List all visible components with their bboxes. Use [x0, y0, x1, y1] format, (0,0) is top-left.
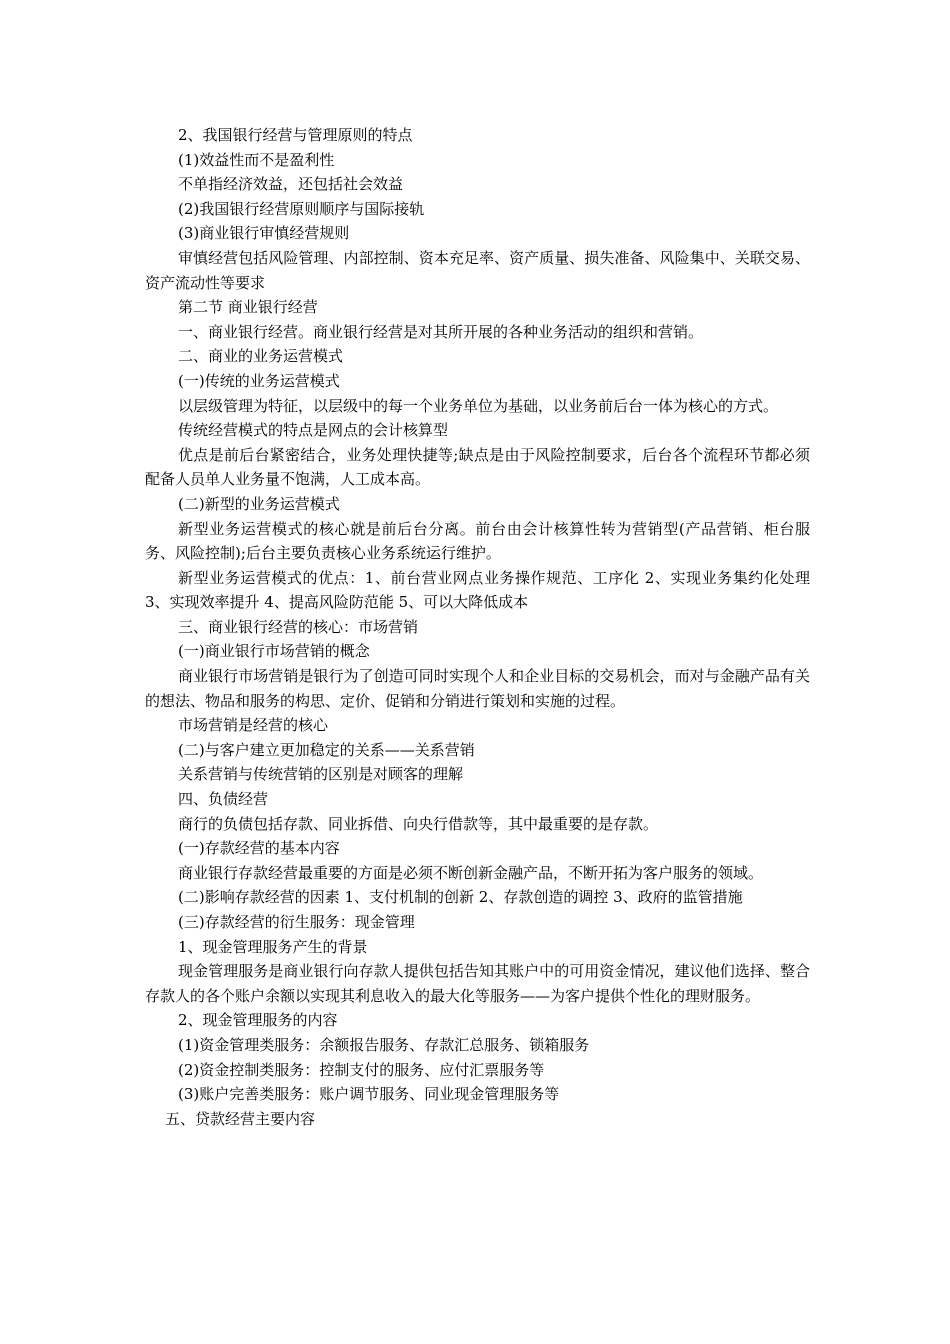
- section-heading: 第二节 商业银行经营: [178, 298, 318, 317]
- paragraph: 三、商业银行经营的核心：市场营销: [178, 617, 419, 636]
- section-heading: 五、贷款经营主要内容: [165, 1109, 316, 1128]
- paragraph: (3)账户完善类服务：账户调节服务、同业现金管理服务等: [178, 1085, 560, 1104]
- paragraph: 不单指经济效益，还包括社会效益: [178, 175, 404, 194]
- paragraph: (一)商业银行市场营销的概念: [178, 642, 370, 661]
- paragraph: 传统经营模式的特点是网点的会计核算型: [178, 421, 449, 440]
- paragraph: 2、我国银行经营与管理原则的特点: [178, 126, 413, 144]
- paragraph: (1)效益性而不是盈利性: [178, 150, 335, 169]
- paragraph: 市场营销是经营的核心: [178, 716, 329, 735]
- paragraph: 一、商业银行经营。商业银行经营是对其所开展的各种业务活动的组织和营销。: [178, 322, 704, 341]
- paragraph: 现金管理服务是商业银行向存款人提供包括告知其账户中的可用资金情况，建议他们选择、整合存款人的各个账户余额以实现其利息收入的最大化等服务——为客户提供个性化的理财服务。: [145, 962, 810, 1005]
- paragraph: 2、现金管理服务的内容: [178, 1011, 338, 1030]
- paragraph: (2)我国银行经营原则顺序与国际接轨: [178, 199, 425, 218]
- paragraph: 二、商业的业务运营模式: [178, 347, 344, 366]
- paragraph: 新型业务运营模式的优点：1、前台营业网点业务操作规范、工序化 2、实现业务集约化处理 3、实现效率提升 4、提高风险防范能 5、可以大降低成本: [145, 568, 810, 612]
- paragraph: 商行的负债包括存款、同业拆借、向央行借款等，其中最重要的是存款。: [178, 814, 659, 833]
- paragraph: (二)新型的业务运营模式: [178, 494, 340, 513]
- paragraph: (1)资金管理类服务：余额报告服务、存款汇总服务、锁箱服务: [178, 1035, 590, 1054]
- paragraph: 四、负债经营: [178, 790, 269, 809]
- paragraph: 1、现金管理服务产生的背景: [178, 937, 368, 956]
- paragraph: (3)商业银行审慎经营规则: [178, 224, 350, 243]
- paragraph: 关系营销与传统营销的区别是对顾客的理解: [178, 765, 464, 784]
- paragraph: 审慎经营包括风险管理、内部控制、资本充足率、资产质量、损失准备、风险集中、关联交易、资产流动性等要求: [145, 248, 810, 292]
- paragraph: (二)影响存款经营的因素 1、支付机制的创新 2、存款创造的调控 3、政府的监管措施: [178, 888, 743, 907]
- paragraph: 新型业务运营模式的核心就是前后台分离。前台由会计核算性转为营销型(产品营销、柜台服务、风险控制);后台主要负责核心业务系统运行维护。: [145, 519, 810, 563]
- paragraph: 商业银行市场营销是银行为了创造可同时实现个人和企业目标的交易机会，而对与金融产品有关的想法、物品和服务的构思、定价、促销和分销进行策划和实施的过程。: [145, 667, 810, 710]
- paragraph: (一)传统的业务运营模式: [178, 371, 340, 390]
- paragraph: 商业银行存款经营最重要的方面是必须不断创新金融产品，不断开拓为客户服务的领域。: [178, 863, 764, 882]
- paragraph: 优点是前后台紧密结合，业务处理快捷等;缺点是由于风险控制要求，后台各个流程环节都必须配备人员单人业务量不饱满，人工成本高。: [145, 445, 810, 489]
- paragraph: (2)资金控制类服务：控制支付的服务、应付汇票服务等: [178, 1060, 545, 1079]
- paragraph: (一)存款经营的基本内容: [178, 839, 340, 858]
- paragraph: (二)与客户建立更加稳定的关系——关系营销: [178, 740, 475, 759]
- document-body: [145, 123, 810, 1131]
- paragraph: (三)存款经营的衍生服务：现金管理: [178, 913, 415, 931]
- paragraph: 以层级管理为特征，以层级中的每一个业务单位为基础，以业务前后台一体为核心的方式。: [178, 396, 779, 415]
